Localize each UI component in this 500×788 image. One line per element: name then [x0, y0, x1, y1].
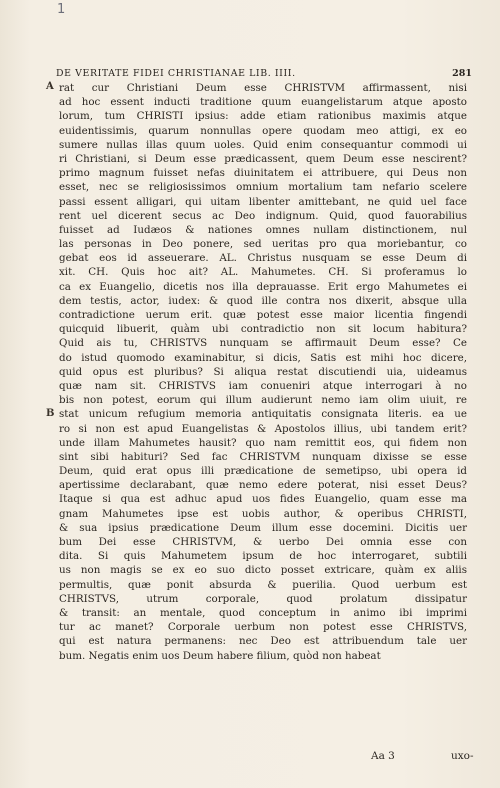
text-line: quæ nam sit. CHRISTVS iam conueniri atque interrogari à no: [59, 379, 467, 392]
text-line: rent uel dicerent secus ac Deo indignum. Quid, quod fauorabilius: [59, 209, 467, 222]
text-line: gebat eos id asseuerare. AL. Christus nusquam se esse Deum di: [59, 252, 467, 265]
text-line: quid opus est pluribus? Si aliqua restat discutiendi uia, uideamus: [59, 365, 467, 378]
text-line: lorum, tum CHRISTI ipsius: adde etiam rationibus maximis atque: [59, 110, 467, 123]
text-line: bis non potest, eorum qui illum audierunt nemo iam olim uiuit, re: [59, 394, 467, 407]
text-line: stat unicum refugium memoria antiquitatis consignata literis. ea ue: [59, 408, 467, 421]
text-line: bum. Negatis enim uos Deum habere filium, quòd non habeat: [59, 649, 381, 662]
text-line: unde illam Mahumetes hausit? quo nam remittit eos, qui fidem non: [59, 436, 467, 449]
text-line: sumere nullas illas quum uoles. Quid enim consequantur commodi ui: [59, 138, 467, 151]
text-line: Deum, quid erat opus illi prædicatione de semetipso, ubi opera id: [59, 465, 467, 478]
text-line: primo magnum fuisset nefas diuinitatem ei attribuere, qui Deus non: [59, 167, 467, 180]
text-line: sint sibi habituri? Sed fac CHRISTVM nunquam dixisse se esse: [59, 450, 467, 463]
margin-letter: A: [46, 81, 54, 92]
running-head: DE VERITATE FIDEI CHRISTIANAE LIB. IIII.: [56, 68, 296, 79]
text-line: & transit: an mentale, quod conceptum in animo ibi imprimi: [59, 606, 467, 619]
text-line: ad hoc essent inducti traditione quum euangelistarum atque aposto: [59, 96, 467, 109]
catchword: uxo-: [451, 750, 474, 762]
text-line: rat cur Christiani Deum esse CHRISTVM affirmassent, nisi: [59, 82, 467, 94]
corner-pencil-mark: 1: [57, 2, 66, 17]
text-line: passi essent alligari, qui uitam libenter amittebant, ne quid uel face: [59, 195, 467, 208]
text-line: dita. Si quis Mahumetem ipsum de hoc interrogaret, subtili: [59, 550, 467, 563]
text-line: tur ac manet? Corporale uerbum non potest esse CHRISTVS,: [59, 621, 467, 634]
text-line: quicquid libuerit, quàm ubi contradictio non sit locum habitura?: [59, 323, 467, 336]
text-line: ca ex Euangelio, dicetis nos illa deprauasse. Erit ergo Mahumetes ei: [59, 280, 467, 293]
text-line: Quid ais tu, CHRISTVS nunquam se affirmauit Deum esse? Ce: [59, 337, 467, 350]
text-line: bum Dei esse CHRISTVM, & uerbo Dei omnia esse con: [59, 536, 467, 548]
text-line: apertissime declarabant, quæ nemo edere poterat, nisi esset Deus?: [59, 479, 467, 492]
text-line: ri Christiani, si Deum esse prædicassent, quem Deum esse nescirent?: [59, 152, 467, 165]
text-line: ro si non est apud Euangelistas & Apostolos illius, ubi tandem erit?: [59, 422, 467, 435]
text-line: gnam Mahumetes ipse est uobis author, & operibus CHRISTI,: [59, 507, 467, 520]
text-line: permultis, quæ ponit absurda & puerilia. Quod uerbum est: [59, 578, 467, 591]
text-line: fuisset ad Iudæos & nationes omnes nullam distinctionem, nul: [59, 223, 467, 236]
text-line: & sua ipsius prædicatione Deum illum esse docemini. Dicitis uer: [59, 521, 467, 534]
text-line: us non magis se ex eo suo dicto posset extricare, quàm ex aliis: [59, 564, 467, 577]
text-line: contradictione uerum erit. quæ potest esse maior licentia fingendi: [59, 309, 467, 321]
text-line: euidentissimis, quarum nonnullas opere quodam meo attigi, ex eo: [59, 124, 467, 137]
text-line: do istud quomodo examinabitur, si dicis, Satis est mihi hoc dicere,: [59, 351, 467, 364]
text-line: Itaque si qua est adhuc apud uos fides Euangelio, quam esse ma: [59, 493, 467, 506]
signature-mark: Aa 3: [371, 750, 395, 762]
text-line: las personas in Deo ponere, sed ueritas pro qua moriebantur, co: [59, 238, 467, 251]
text-line: dem testis, actor, iudex: & quod ille contra nos dixerit, absque ulla: [59, 294, 467, 307]
folio-number: 281: [452, 68, 472, 79]
text-line: esset, nec se religiosissimos omnium mortalium tam nefario scelere: [59, 181, 467, 194]
text-line: qui est natura permanens: nec Deo est attribuendum tale uer: [59, 635, 467, 648]
text-line: xit. CH. Quis hoc ait? AL. Mahumetes. CH. Si proferamus lo: [59, 266, 467, 279]
text-line: CHRISTVS, utrum corporale, quod prolatum dissipatur: [59, 592, 467, 605]
margin-letter: B: [46, 407, 55, 419]
body-text: [59, 81, 467, 663]
